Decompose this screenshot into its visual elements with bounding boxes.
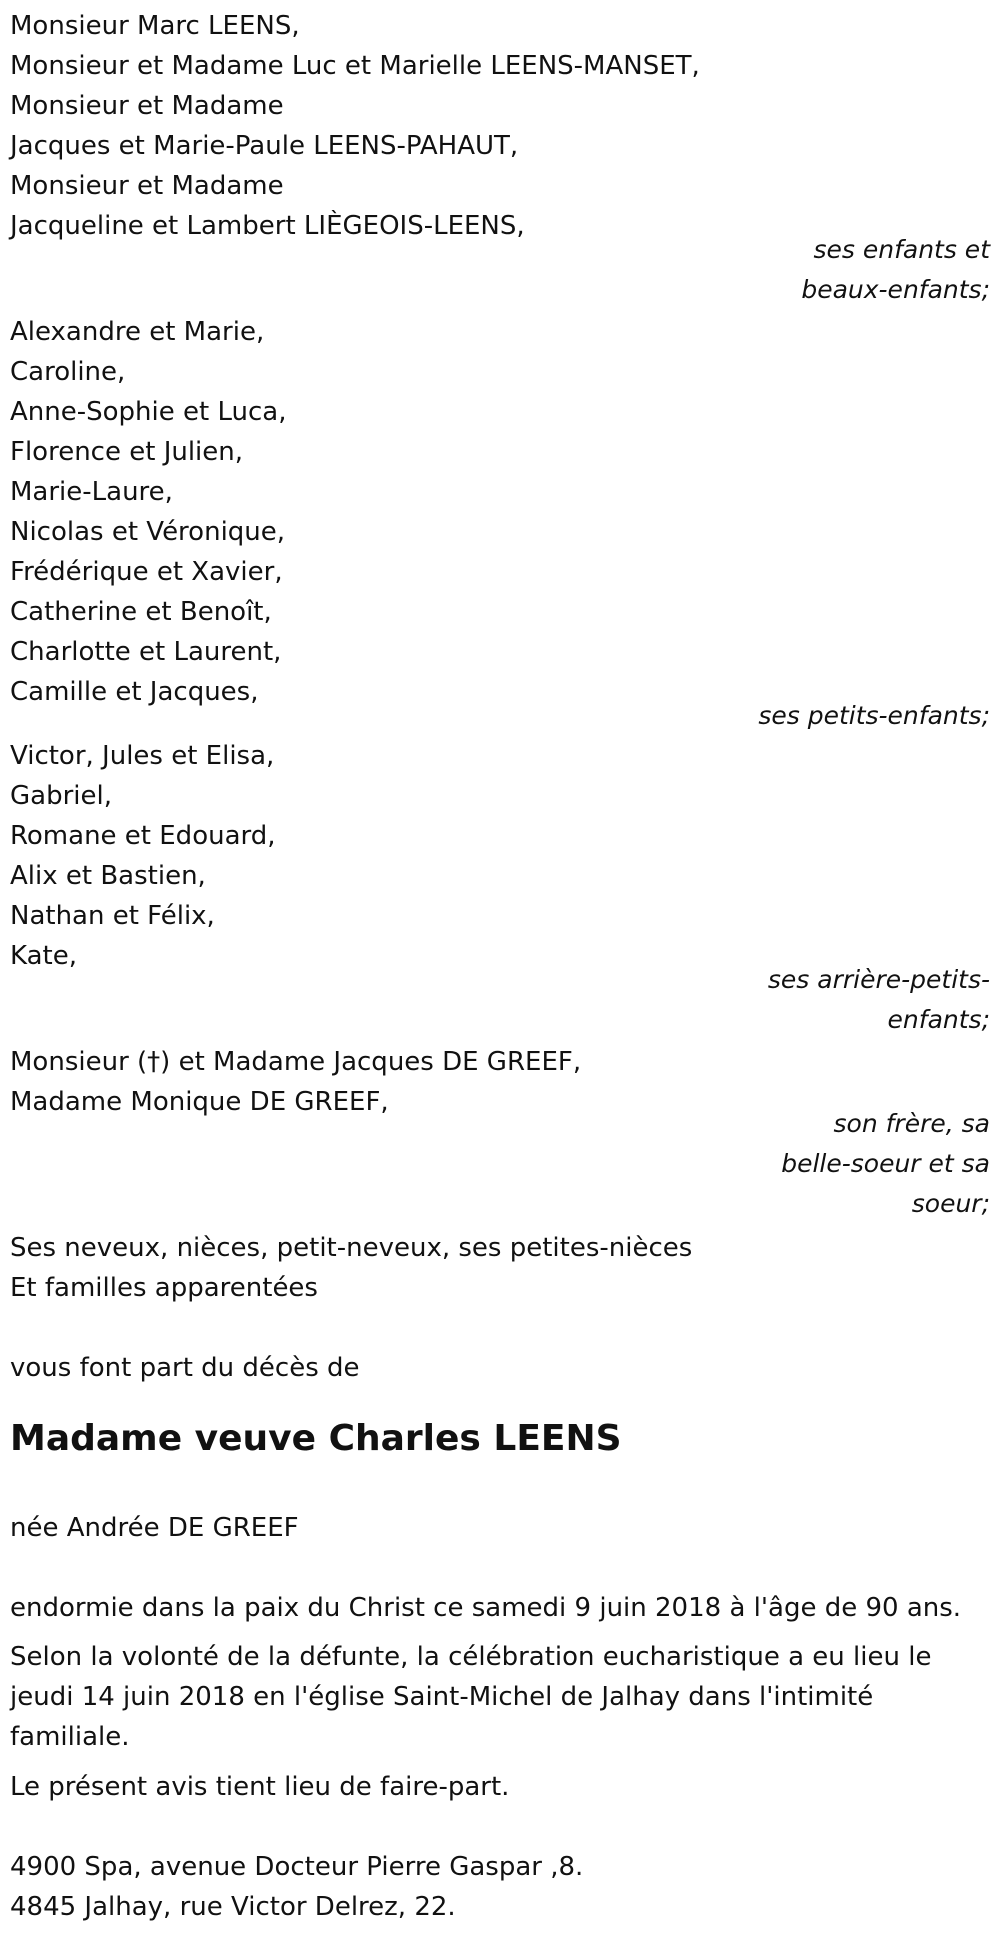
relation-label: ses enfants et [813, 235, 990, 264]
family-line: Monsieur Marc LEENS, [10, 11, 300, 41]
family-line: Monsieur et Madame [10, 171, 284, 201]
family-line: Victor, Jules et Elisa, [10, 741, 275, 771]
family-line: Frédérique et Xavier, [10, 557, 283, 587]
family-line: Charlotte et Laurent, [10, 637, 282, 667]
maiden-name: née Andrée DE GREEF [10, 1513, 299, 1543]
relation-label: beaux-enfants; [801, 275, 990, 304]
family-line: Romane et Edouard, [10, 821, 276, 851]
family-line: Madame Monique DE GREEF, [10, 1087, 389, 1117]
announcement-text: vous font part du décès de [10, 1353, 360, 1383]
detail-line: Selon la volonté de la défunte, la célébration eucharistique a eu lieu le [10, 1642, 932, 1672]
family-line: Kate, [10, 941, 77, 971]
relation-label: ses arrière-petits- [767, 965, 990, 994]
family-line: Ses neveux, nièces, petit-neveux, ses petites-nièces [10, 1233, 693, 1263]
family-line: Anne-Sophie et Luca, [10, 397, 287, 427]
family-line: Caroline, [10, 357, 126, 387]
family-line: Gabriel, [10, 781, 112, 811]
relation-label: ses petits-enfants; [758, 701, 990, 730]
address-line: 4900 Spa, avenue Docteur Pierre Gaspar ,8. [10, 1852, 584, 1882]
family-line: Florence et Julien, [10, 437, 244, 467]
address-line: 4845 Jalhay, rue Victor Delrez, 22. [10, 1892, 456, 1922]
family-line: Et familles apparentées [10, 1273, 318, 1303]
family-line: Jacques et Marie-Paule LEENS-PAHAUT, [10, 131, 519, 161]
family-line: Alexandre et Marie, [10, 317, 265, 347]
detail-line: endormie dans la paix du Christ ce samedi 9 juin 2018 à l'âge de 90 ans. [10, 1593, 962, 1623]
family-line: Nicolas et Véronique, [10, 517, 286, 547]
family-line: Catherine et Benoît, [10, 597, 272, 627]
family-line: Monsieur et Madame [10, 91, 284, 121]
family-line: Monsieur (†) et Madame Jacques DE GREEF, [10, 1047, 582, 1077]
relation-label: soeur; [911, 1189, 990, 1218]
deceased-name: Madame veuve Charles LEENS [10, 1418, 622, 1459]
relation-label: son frère, sa [833, 1109, 990, 1138]
family-line: Monsieur et Madame Luc et Marielle LEENS-MANSET, [10, 51, 700, 81]
family-line: Marie-Laure, [10, 477, 173, 507]
detail-line: familiale. [10, 1722, 130, 1752]
family-line: Nathan et Félix, [10, 901, 215, 931]
detail-line: jeudi 14 juin 2018 en l'église Saint-Michel de Jalhay dans l'intimité [10, 1682, 874, 1712]
detail-line: Le présent avis tient lieu de faire-part. [10, 1772, 510, 1802]
family-line: Jacqueline et Lambert LIÈGEOIS-LEENS, [10, 211, 525, 241]
relation-label: belle-soeur et sa [781, 1149, 990, 1178]
family-line: Camille et Jacques, [10, 677, 259, 707]
relation-label: enfants; [887, 1005, 990, 1034]
family-line: Alix et Bastien, [10, 861, 206, 891]
